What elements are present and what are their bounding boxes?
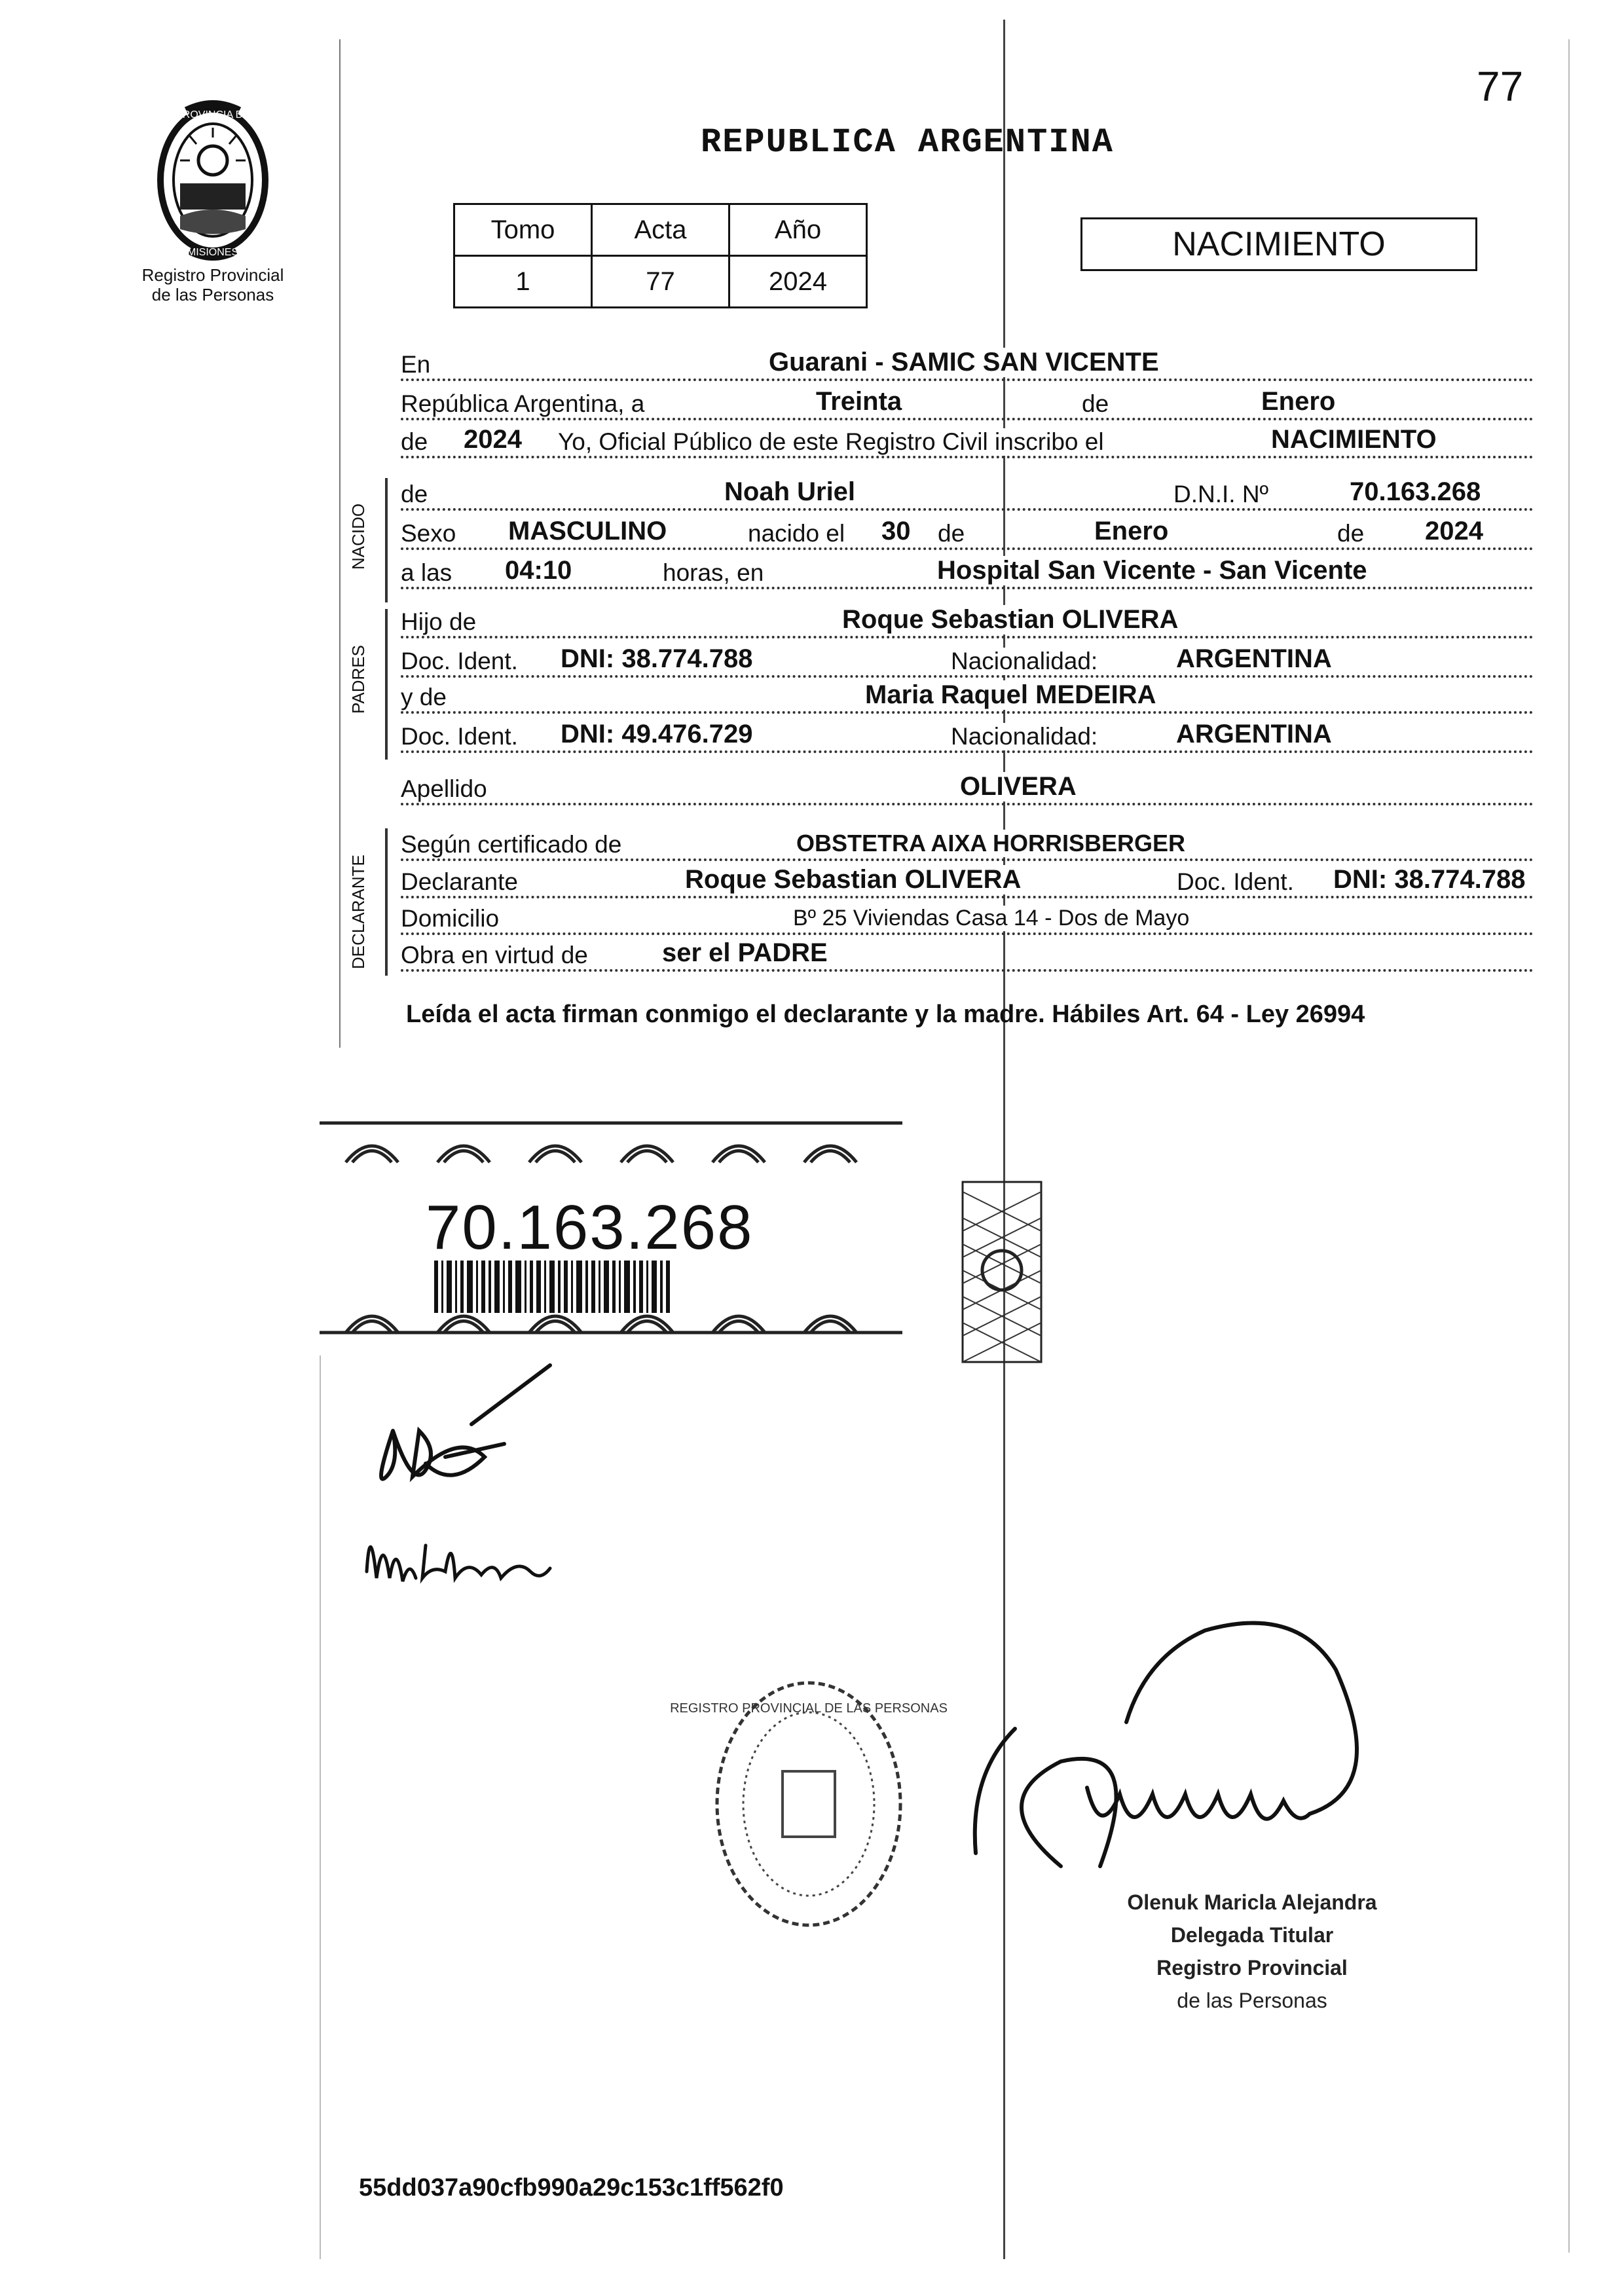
table-header-acta: Acta [592,204,729,256]
value-inscribo: NACIMIENTO [1268,425,1439,454]
round-official-stamp-icon [670,1667,948,1942]
seal-text-bottom: MISIONES [187,247,239,258]
value-hora: 04:10 [502,556,574,585]
form-line-sexo [401,517,1534,557]
value-anio: 2024 [461,425,525,454]
label-y-de: y de [401,684,449,711]
hologram-seal-icon [959,1179,1044,1365]
value-nacido-anio: 2024 [1422,517,1486,546]
label-doc-ident-declarante: Doc. Ident. [1177,868,1297,896]
value-madre-dni: DNI: 49.476.729 [558,720,756,749]
table-header-tomo: Tomo [454,204,592,256]
label-republica: República Argentina, a [401,390,647,418]
form-line-padre-doc [401,645,1534,684]
form-line-hora [401,557,1534,596]
nacido-bar [385,478,388,602]
seal-text-top: PROVINCIA DE [175,109,250,120]
value-padre-nacionalidad: ARGENTINA [1173,644,1335,674]
seal-caption-2: de las Personas [151,285,274,304]
side-label-declarante: DECLARANTE [348,855,368,969]
table-value-acta: 77 [592,256,729,308]
form-line-apellido [401,773,1534,812]
form-line-madre [401,681,1534,720]
table-value-tomo: 1 [454,256,592,308]
value-apellido: OLIVERA [957,772,1079,801]
closing-statement: Leída el acta firman conmigo el declarante y la madre. Hábiles Art. 64 - Ley 26994 [406,1001,1365,1028]
label-declarante: Declarante [401,868,521,896]
misiones-seal [124,98,301,304]
padres-bar [385,609,388,760]
page-title: REPUBLICA ARGENTINA [701,123,1114,162]
province-seal-icon [151,98,275,262]
signature-mother-icon [354,1506,563,1611]
value-dia: Treinta [813,387,904,416]
label-dni: D.N.I. Nº [1173,481,1271,508]
form-line-fecha [401,388,1534,427]
label-doc-ident-madre: Doc. Ident. [401,723,521,750]
value-lugar-registro: Guarani - SAMIC SAN VICENTE [766,348,1162,377]
declarante-bar [385,828,388,976]
form-line-madre-doc [401,720,1534,760]
form-line-padre [401,606,1534,645]
label-nacido-el: nacido el [748,520,847,547]
record-table [453,203,868,308]
label-domicilio: Domicilio [401,905,502,932]
table-value-ano: 2024 [729,256,867,308]
official-office-2: de las Personas [1177,1989,1327,2012]
label-nacionalidad-madre: Nacionalidad: [951,723,1100,750]
side-label-nacido: NACIDO [348,503,368,570]
form-line-nombre [401,478,1534,517]
label-en: En [401,351,433,378]
document-hash: 55dd037a90cfb990a29c153c1ff562f0 [359,2174,784,2201]
form-line-certificado [401,828,1534,868]
official-role: Delegada Titular [1170,1923,1334,1947]
value-mes: Enero [1259,387,1338,416]
value-lugar-nacimiento: Hospital San Vicente - San Vicente [934,556,1370,585]
label-obra: Obra en virtud de [401,942,591,969]
lower-left-margin-line [320,1355,321,2259]
seal-caption-1: Registro Provincial [141,265,284,285]
table-header-ano: Año [729,204,867,256]
label-sexo: Sexo [401,520,458,547]
barcode-bars [434,1261,670,1313]
label-a-las: a las [401,559,454,587]
form-line-en [401,348,1534,388]
value-sexo: MASCULINO [506,517,669,546]
official-stamp [1069,1886,1435,2017]
label-nacionalidad-padre: Nacionalidad: [951,648,1100,675]
label-de-year: de [401,428,430,456]
value-nacido-dia: 30 [879,517,913,546]
label-de-mes: de [938,520,967,547]
side-label-padres: PADRES [348,645,368,714]
barcode-number: 70.163.268 [426,1192,754,1262]
form-line-obra [401,939,1534,978]
official-name: Olenuk Maricla Alejandra [1127,1890,1377,1914]
round-stamp-text: REGISTRO PROVINCIAL DE LAS PERSONAS [670,1701,948,1716]
form-line-declarante [401,866,1534,905]
value-domicilio: Bº 25 Viviendas Casa 14 - Dos de Mayo [790,906,1192,931]
value-nacido-mes: Enero [1092,517,1171,546]
value-obra: ser el PADRE [659,938,830,968]
label-apellido: Apellido [401,775,490,803]
value-padre: Roque Sebastian OLIVERA [840,605,1181,635]
value-declarante: Roque Sebastian OLIVERA [682,865,1024,894]
signature-declarant-icon [354,1359,563,1503]
label-horas-en: horas, en [663,559,766,587]
value-madre: Maria Raquel MEDEIRA [862,680,1159,710]
document-type-box: NACIMIENTO [1080,217,1477,271]
form-line-domicilio [401,902,1534,942]
value-declarante-dni: DNI: 38.774.788 [1331,865,1528,894]
signature-official-icon [930,1591,1454,1919]
label-de-anio: de [1337,520,1367,547]
value-dni: 70.163.268 [1347,477,1483,507]
form-line-inscribo [401,426,1534,465]
value-madre-nacionalidad: ARGENTINA [1173,720,1335,749]
value-nombre: Noah Uriel [722,477,858,507]
label-doc-ident-padre: Doc. Ident. [401,648,521,675]
label-de: de [1082,390,1111,418]
page-number: 77 [1477,63,1524,110]
value-padre-dni: DNI: 38.774.788 [558,644,756,674]
official-office: Registro Provincial [1156,1956,1348,1980]
label-certificado: Según certificado de [401,831,624,858]
label-inscribo: Yo, Oficial Público de este Registro Civil inscribo el [558,428,1107,456]
value-certificado: OBSTETRA AIXA HORRISBERGER [794,830,1188,857]
right-margin-line [1568,39,1570,2253]
label-hijo-de: Hijo de [401,608,479,636]
label-de-nombre: de [401,481,430,508]
left-margin-line [339,39,341,1048]
